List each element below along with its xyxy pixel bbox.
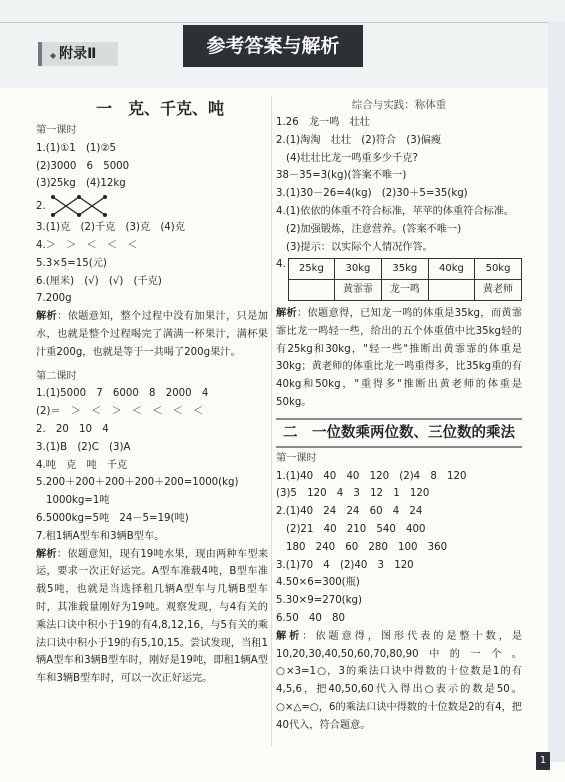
answer-line: 6.(厘米) (√) (√) (千克) — [36, 275, 162, 287]
answer-line: 1.(1)40 40 40 120 (2)4 8 120 — [276, 470, 467, 482]
analysis-paragraph: 解析：依题意知，现有19吨水果，现由两种车型来运，要求一次正好运完。A型车准载4吨，B型车准载5吨，也就是当选择租几辆A型车与几辆B型车时，其准载量刚好为19吨。观察发现，与4有关的乘法口诀中积小于19的有4,8,12,16，与5有关的乘法口诀中积小于19的有5,10,15。尝试发现，当租1辆A型车和3辆B型车时，刚好是19吨，即租1辆A型车和3辆B型车时，可以一次正好运完。 — [36, 548, 269, 685]
answer-line: (3)25kg (4)12kg — [36, 178, 126, 190]
page-edge-bar — [548, 22, 565, 762]
unit1-title: 一 克、千克、吨 — [96, 99, 225, 118]
appendix-label: ◆ 附录Ⅱ — [50, 46, 96, 62]
answer-line: 5.3×5=15(元) — [36, 257, 107, 269]
answer-line: (4)壮壮比龙一鸣重多少千克? — [286, 152, 418, 164]
answer-line: 4.50×6=300(瓶) — [276, 577, 360, 589]
answer-line: 7.租1辆A型车和3辆B型车。 — [36, 530, 165, 542]
weight-table-row — [276, 256, 522, 305]
answer-line: 3.(1)B (2)C (3)A — [36, 441, 131, 453]
analysis-paragraph: 解析：依题意得，已知龙一鸣的体重是35kg，而黄霏霏比龙一鸣轻一些，给出的五个体重值中比35kg轻的有25kg和30kg，"轻一些"推断出黄霏霏的体重是30kg；黄老师的体重比龙一鸣重得多，比35kg重的有40kg和50kg，"重得多"推断出黄老师的体重是50kg。 — [276, 307, 523, 408]
lesson1-label: 第一课时 — [36, 125, 77, 136]
page-number: 1 — [536, 752, 550, 770]
analysis-text: 依题意得，图形代表的是整十数，是10,20,30,40,50,60,70,80,90中的一个。○×3=1○，3的乘法口诀中得数的十位数是1的有4,5,6，把40,50,60代入得出○表示的数是50。○×△=○，6的乘法口诀中得数的十位数是2的有4，把40代入，符合题意。 — [276, 630, 523, 731]
answer-line: (2)＝ ＞ ＜ ＞ ＜ ＜ ＜ ＜ — [36, 406, 204, 418]
answer-line: 1.(1)①1 (1)②5 — [36, 142, 116, 154]
answer-line: 2.(1)40 24 24 60 4 24 — [276, 506, 423, 518]
q4-label: 4. — [276, 259, 286, 271]
name-cell — [288, 280, 334, 301]
answer-line: (2)21 40 210 540 400 — [286, 523, 426, 535]
answer-line: 5.200＋200＋200＋200＋200=1000(kg) — [36, 477, 239, 489]
answer-line: 3.(1)克 (2)千克 (3)克 (4)克 — [36, 222, 185, 234]
weight-cell: 40kg — [428, 259, 474, 280]
header-rule — [0, 22, 565, 23]
analysis-text: 依题意知，现有19吨水果，现由两种车型来运，要求一次正好运完。A型车准载4吨，B型车准载5吨，也就是当选择租几辆A型车与几辆B型车时，其准载量刚好为19吨。观察发现，与4有关的乘法口诀中积小于19的有4,8,12,16，与5有关的乘法口诀中积小于19的有5,10,15。尝试发现，当租1辆A型车和3辆B型车时，刚好是19吨，即租1辆A型车和3辆B型车时，可以一次正好运完。 — [36, 548, 269, 685]
weight-cell: 30kg — [334, 259, 381, 280]
weight-cell: 35kg — [381, 259, 428, 280]
column-divider — [271, 96, 272, 746]
answer-line: 180 240 60 280 100 360 — [286, 541, 448, 553]
banner-title: 参考答案与解析 — [183, 25, 363, 67]
answer-line: (3)5 120 4 3 12 1 120 — [276, 488, 430, 500]
analysis-label: 解析 — [36, 311, 58, 323]
practice-title: 综合与实践：称体重 — [351, 99, 447, 111]
answer-line: 38－35=3(kg)(答案不唯一) — [276, 170, 407, 182]
matching-diagram-row: 2. — [36, 193, 268, 219]
answer-line: 1000kg=1吨 — [46, 495, 110, 507]
answer-line: (2)3000 6 5000 — [36, 160, 130, 172]
answer-line: (3)提示：以实际个人情况作答。 — [286, 241, 433, 253]
analysis-label: 解析 — [276, 307, 298, 319]
answer-line: 4.(1)依依的体重不符合标准，苹苹的体重符合标准。 — [276, 205, 515, 217]
answer-line: (2)加强锻炼，注意营养。(答案不唯一) — [286, 223, 462, 235]
unit2-title: 二 一位数乘两位数、三位数的乘法 — [276, 418, 522, 448]
answer-line: 1.(1)5000 7 6000 8 2000 4 — [36, 388, 209, 400]
analysis-label: 解析 — [36, 548, 57, 560]
name-cell: 黄老师 — [475, 280, 522, 301]
answer-line: 3.(1)70 4 (2)40 3 120 — [276, 559, 414, 571]
answer-line: 2. 20 10 4 — [36, 423, 109, 435]
answer-line: 6.5000kg=5吨 24－5=19(吨) — [36, 512, 189, 524]
answer-line: 2.(1)淘淘 壮壮 (2)符合 (3)偏瘦 — [276, 134, 442, 146]
answer-line: 6.50 40 80 — [276, 612, 345, 624]
name-cell — [428, 280, 474, 301]
weight-table — [288, 258, 522, 301]
analysis-text: 依题意知，整个过程中没有加果汁，只是加水，也就是整个过程喝完了满满一杯果汁，满杯果汁重200g，也就是等于一共喝了200g果汁。 — [36, 311, 268, 358]
weight-cell: 50kg — [475, 259, 522, 280]
weight-cell: 25kg — [288, 259, 334, 280]
answer-line: 3.(1)30－26=4(kg) (2)30＋5=35(kg) — [276, 188, 468, 200]
answer-line: 4.吨 克 吨 千克 — [36, 459, 128, 471]
analysis-text: 依题意得，已知龙一鸣的体重是35kg，而黄霏霏比龙一鸣轻一些，给出的五个体重值中比35kg轻的有25kg和30kg，"轻一些"推断出黄霏霏的体重是30kg；黄老师的体重比龙一鸣重得多，比35kg重的有40kg和50kg，"重得多"推断出黄老师的体重是50kg。 — [276, 307, 523, 408]
name-cell: 龙一鸣 — [381, 280, 428, 301]
answer-line: 4.＞ ＞ ＜ ＜ ＜ — [36, 239, 138, 251]
left-column — [36, 96, 268, 688]
answer-line: 5.30×9=270(kg) — [276, 595, 362, 607]
matching-diagram — [49, 193, 109, 219]
analysis-label: 解析 — [276, 630, 303, 642]
answer-line: 1.26 龙一鸣 壮壮 — [276, 117, 370, 128]
name-cell: 黄霏霏 — [334, 280, 381, 301]
appendix-tab — [38, 42, 118, 66]
lesson-label: 第一课时 — [276, 452, 317, 464]
right-column — [276, 96, 522, 735]
analysis-paragraph: 解析：依题意知，整个过程中没有加果汁，只是加水，也就是整个过程喝完了满满一杯果汁，满杯果汁重200g，也就是等于一共喝了200g果汁。 — [36, 311, 268, 358]
analysis-paragraph: 解析：依题意得，图形代表的是整十数，是10,20,30,40,50,60,70,80,90中的一个。○×3=1○，3的乘法口诀中得数的十位数是1的有4,5,6，把40,50,60代入得出○表示的数是50。○×△=○，6的乘法口诀中得数的十位数是2的有4，把40代入，符合题意。 — [276, 630, 523, 731]
answer-line: 7.200g — [36, 293, 72, 305]
lesson2-label: 第二课时 — [36, 370, 77, 382]
